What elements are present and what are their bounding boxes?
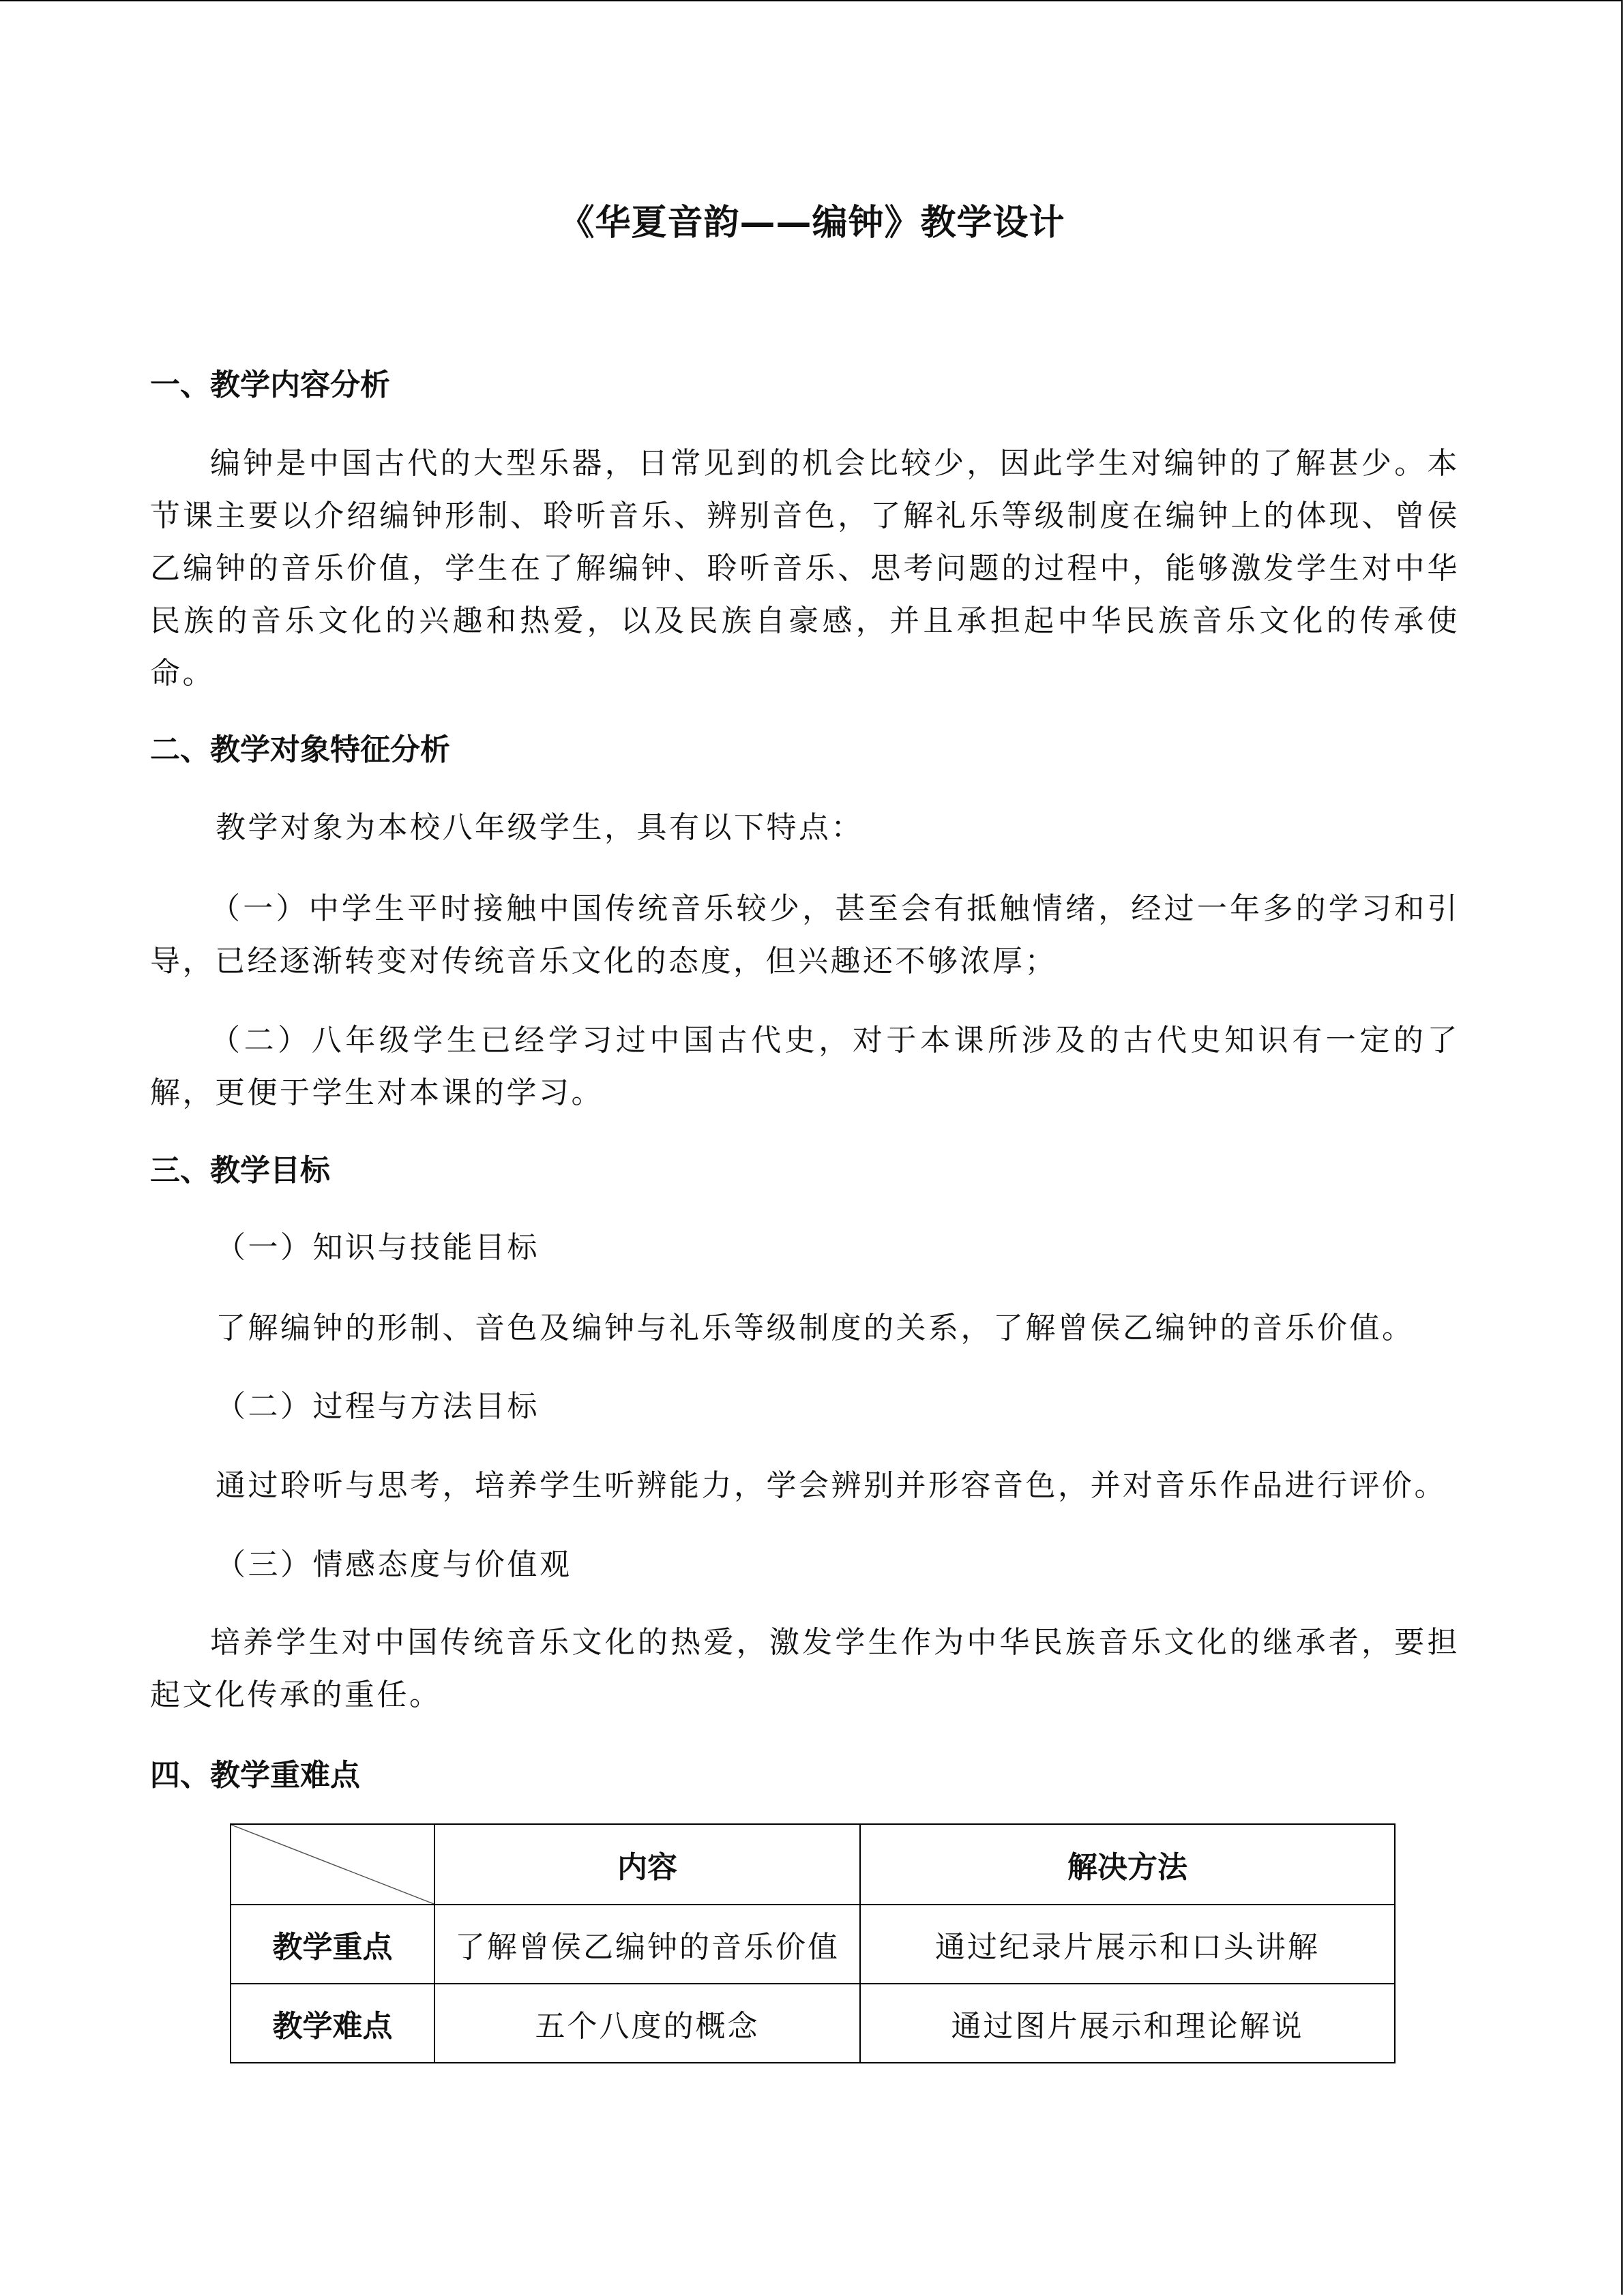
table-corner-cell [231, 1824, 434, 1905]
table-header-method: 解决方法 [860, 1824, 1395, 1905]
goal-label-emotion: （三）情感态度与价值观 [216, 1547, 572, 1582]
table-row [231, 1905, 1395, 1984]
diagonal-line-icon [231, 1825, 434, 1904]
audience-point-1: （一）中学生平时接触中国传统音乐较少，甚至会有抵触情绪，经过一年多的学习和引导，已经逐渐转变对传统音乐文化的态度，但兴趣还不够浓厚； [150, 891, 1460, 979]
goal-text-knowledge: 了解编钟的形制、音色及编钟与礼乐等级制度的关系，了解曾侯乙编钟的音乐价值。 [216, 1311, 1415, 1345]
table-header-content: 内容 [434, 1824, 860, 1905]
table-cell-content: 五个八度的概念 [434, 1984, 860, 2063]
table-cell-method: 通过图片展示和理论解说 [860, 1984, 1395, 2063]
section-heading-content-analysis: 一、教学内容分析 [150, 368, 390, 402]
table-cell-method: 通过纪录片展示和口头讲解 [860, 1905, 1395, 1984]
audience-intro: 教学对象为本校八年级学生，具有以下特点： [216, 810, 863, 845]
table-row-label: 教学重点 [231, 1905, 434, 1984]
goal-label-knowledge: （一）知识与技能目标 [216, 1230, 540, 1265]
table-row-label: 教学难点 [231, 1984, 434, 2063]
content-analysis-paragraph: 编钟是中国古代的大型乐器，日常见到的机会比较少，因此学生对编钟的了解甚少。本节课主要以介绍编钟形制、聆听音乐、辨别音色，了解礼乐等级制度在编钟上的体现、曾侯乙编钟的音乐价值，学生在了解编钟、聆听音乐、思考问题的过程中，能够激发学生对中华民族的音乐文化的兴趣和热爱，以及民族自豪感，并且承担起中华民族音乐文化的传承使命。 [150, 446, 1460, 691]
section-heading-teaching-goals: 三、教学目标 [150, 1153, 330, 1188]
document-title: 《华夏音韵——编钟》教学设计 [559, 203, 1065, 243]
section-heading-key-points: 四、教学重难点 [150, 1758, 360, 1793]
audience-point-2: （二）八年级学生已经学习过中国古代史，对于本课所涉及的古代史知识有一定的了解，更便于学生对本课的学习。 [150, 1023, 1460, 1110]
section-heading-audience-analysis: 二、教学对象特征分析 [150, 732, 450, 767]
table-row [231, 1984, 1395, 2063]
table-header-row [231, 1824, 1395, 1905]
goal-text-emotion: 培养学生对中国传统音乐文化的热爱，激发学生作为中华民族音乐文化的继承者，要担起文化传承的重任。 [150, 1625, 1460, 1712]
goal-label-process: （二）过程与方法目标 [216, 1389, 540, 1424]
goal-text-process: 通过聆听与思考，培养学生听辨能力，学会辨别并形容音色，并对音乐作品进行评价。 [216, 1468, 1447, 1503]
table-cell-content: 了解曾侯乙编钟的音乐价值 [434, 1905, 860, 1984]
key-points-table [230, 1823, 1396, 2063]
